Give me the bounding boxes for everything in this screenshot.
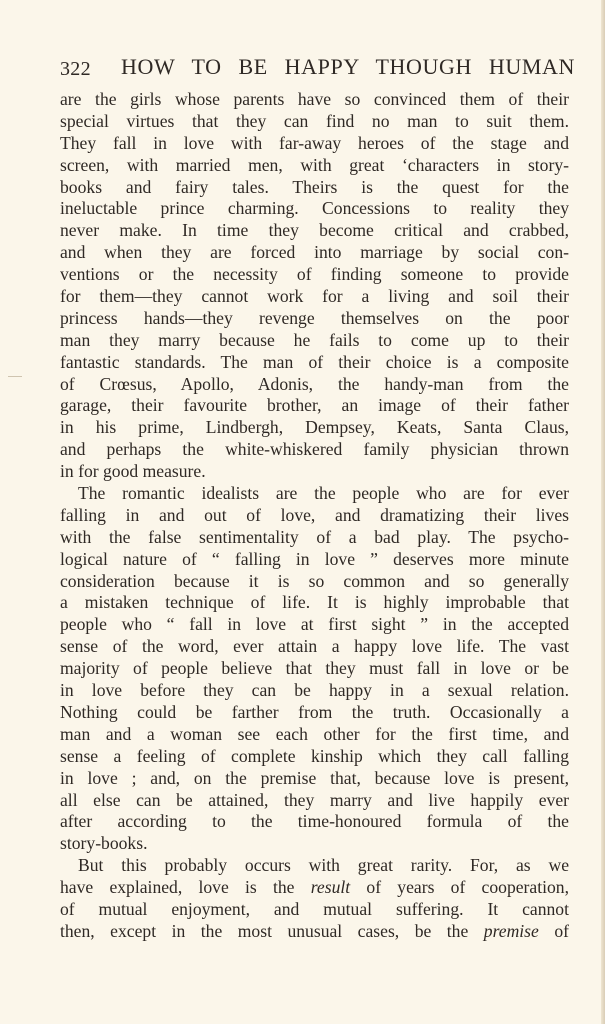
running-head (60, 47, 575, 87)
text-line: after according to the time-honoured formula of the (60, 811, 569, 832)
text-line: consideration because it is so common and so generally (60, 570, 569, 591)
page-edge (601, 0, 605, 1024)
text-line (60, 921, 569, 943)
text-segment: then, except in the most unusual cases, be the (60, 920, 484, 941)
text-line: in love ; and, on the premise that, because love is present, (60, 767, 569, 788)
text-line: screen, with married men, with great ‘characters in story- (60, 154, 569, 175)
text-line: princess hands—they revenge themselves on the poor (60, 307, 569, 328)
text-line: logical nature of “ falling in love ” deserves more minute (60, 548, 569, 569)
text-line: fantastic standards. The man of their choice is a composite (60, 351, 569, 372)
text-line: story-books. (60, 833, 148, 854)
paragraph-start-line: But this probably occurs with great rarity. For, as we (78, 855, 569, 876)
page-number: 322 (60, 58, 91, 80)
text-line: ventions or the necessity of finding someone to provide (60, 264, 569, 285)
text-line: and when they are forced into marriage by social con- (60, 242, 569, 263)
running-title: HOW TO BE HAPPY THOUGH HUMAN (121, 54, 575, 79)
text-segment: have explained, love is the (60, 877, 311, 898)
text-line: books and fairy tales. Theirs is the quest for the (60, 176, 569, 197)
text-line: garage, their favourite brother, an image of their father (60, 395, 569, 416)
text-line: man they marry because he fails to come up to their (60, 329, 569, 350)
text-line: a mistaken technique of life. It is highly improbable that (60, 592, 569, 613)
text-line: ineluctable prince charming. Concessions to reality they (60, 198, 569, 219)
text-line: in love before they can be happy in a sexual relation. (60, 680, 569, 701)
text-line: of Crœsus, Apollo, Adonis, the handy-man from the (60, 373, 569, 394)
text-line: never make. In time they become critical and crabbed, (60, 220, 569, 241)
text-line: are the girls whose parents have so convinced them of their (60, 89, 569, 109)
body-text (60, 89, 569, 943)
text-line: majority of people believe that they must fall in love or be (60, 658, 569, 679)
italic-word: premise (483, 920, 539, 941)
text-line: of mutual enjoyment, and mutual suffering. It cannot (60, 898, 569, 919)
text-line: sense a feeling of complete kinship which they call falling (60, 745, 569, 766)
text-line: in his prime, Lindbergh, Dempsey, Keats, Santa Claus, (60, 417, 569, 438)
paragraph-start-line: The romantic idealists are the people who are for ever (78, 483, 569, 504)
text-line: with the false sentimentality of a bad play. The psycho- (60, 526, 569, 547)
text-line: Nothing could be farther from the truth. Occasionally a (60, 701, 569, 722)
text-line: special virtues that they can find no man to suit them. (60, 110, 569, 131)
margin-mark (8, 376, 22, 377)
text-segment: of (538, 920, 569, 941)
text-segment: of years of cooperation, (350, 877, 569, 898)
text-line: falling in and out of love, and dramatizing their lives (60, 504, 569, 525)
text-line: all else can be attained, they marry and live happily ever (60, 789, 569, 810)
text-line: in for good measure. (60, 461, 206, 482)
text-line: and perhaps the white-whiskered family physician thrown (60, 439, 569, 460)
text-line: They fall in love with far-away heroes of the stage and (60, 132, 569, 153)
italic-word: result (310, 877, 351, 898)
text-line (60, 877, 569, 899)
text-line: for them—they cannot work for a living and soil their (60, 286, 569, 307)
text-line: sense of the word, ever attain a happy love life. The vast (60, 636, 569, 657)
text-line: man and a woman see each other for the first time, and (60, 723, 569, 744)
text-line: people who “ fall in love at first sight ” in the accepted (60, 614, 569, 635)
